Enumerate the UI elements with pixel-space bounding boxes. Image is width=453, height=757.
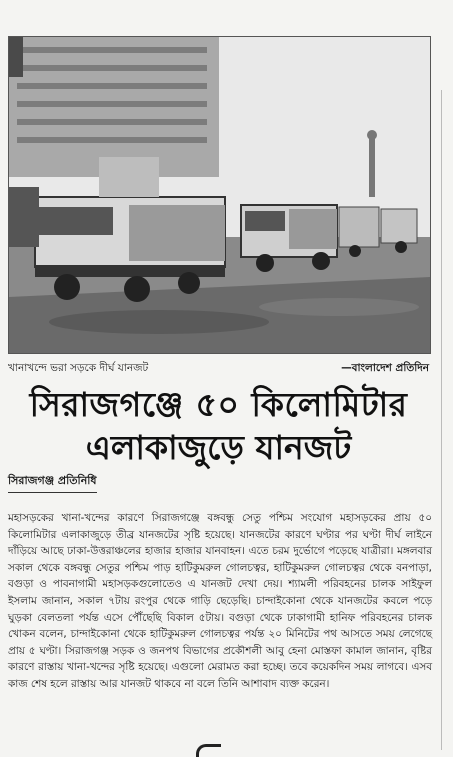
caption-text: খানাখন্দে ভরা সড়কে দীর্ঘ যানজট	[8, 362, 149, 374]
headline-line-1: সিরাজগঞ্জে ৫০ কিলোমিটার	[29, 385, 408, 424]
headline	[8, 384, 429, 468]
traffic-jam-photo	[9, 37, 430, 353]
news-photo	[8, 36, 431, 354]
article-body: মহাসড়কের খানা-খন্দের কারণে সিরাজগঞ্জে বঙ্গবন্ধু সেতু পশ্চিম সংযোগ মহাসড়কের প্রায় ৫০ কিলোমিটার এলাকাজুড়ে তীব্র যানজটের সৃষ্টি হয়েছে। যানজটের কারণে ঘণ্টার পর ঘণ্টা দীর্ঘ লাইনে দাঁড়িয়ে আছে ঢাকা-উত্তরাঞ্চলের হাজার হাজার যানবাহন। এতে চরম দুর্ভোগে পড়েছে যাত্রীরা। মঙ্গলবার সকাল থেকে বঙ্গবন্ধু সেতুর পশ্চিম পাড় হাটিকুমরুল গোলচত্বর, হাটিকুমরুল গোলচত্বর থেকে বনপাড়া, বগুড়া ও পাবনাগামী মহাসড়কগুলোতেও এ যানজট দেখা দেয়। শ্যামলী পরিবহনের চালক সাইফুল ইসলাম জানান, সকাল ৭টায় রংপুর থেকে গাড়ি ছেড়েছি। চান্দাইকোনা থেকে যানজটের কবলে পড়ে ঘুড়কা বেলতলা পর্যন্ত এসে পৌঁছেছি বিকাল ৫টায়। বগুড়া থেকে ঢাকাগামী হানিফ পরিবহনের চালক খোকন বলেন, চান্দাইকোনা থেকে হাটিকুমরুল গোলচত্বর পর্যন্ত ২০ মিনিটের পথ আসতে সময় লেগেছে প্রায় ৫ ঘণ্টা। সিরাজগঞ্জ সড়ক ও জনপথ বিভাগের প্রকৌশলী আবু হেনা মোস্তফা কামাল জানান, বৃষ্টির কারণে রাস্তায় খানা-খন্দের সৃষ্টি হয়েছে। এগুলো মেরামত করা হচ্ছে। তবে কয়েকদিন সময় লাগবে। এসব কাজ শেষ হলে রাস্তায় আর যানজট থাকবে না বলে তিনি আশাবাদ ব্যক্ত করেন।	[8, 512, 432, 690]
bottom-ornament-icon	[196, 744, 221, 757]
byline: সিরাজগঞ্জ প্রতিনিধি	[8, 472, 97, 493]
caption-credit: —বাংলাদেশ প্রতিদিন	[341, 362, 429, 374]
photo-caption	[8, 361, 429, 377]
column-divider	[441, 90, 442, 750]
headline-line-2: এলাকাজুড়ে যানজট	[85, 428, 352, 467]
